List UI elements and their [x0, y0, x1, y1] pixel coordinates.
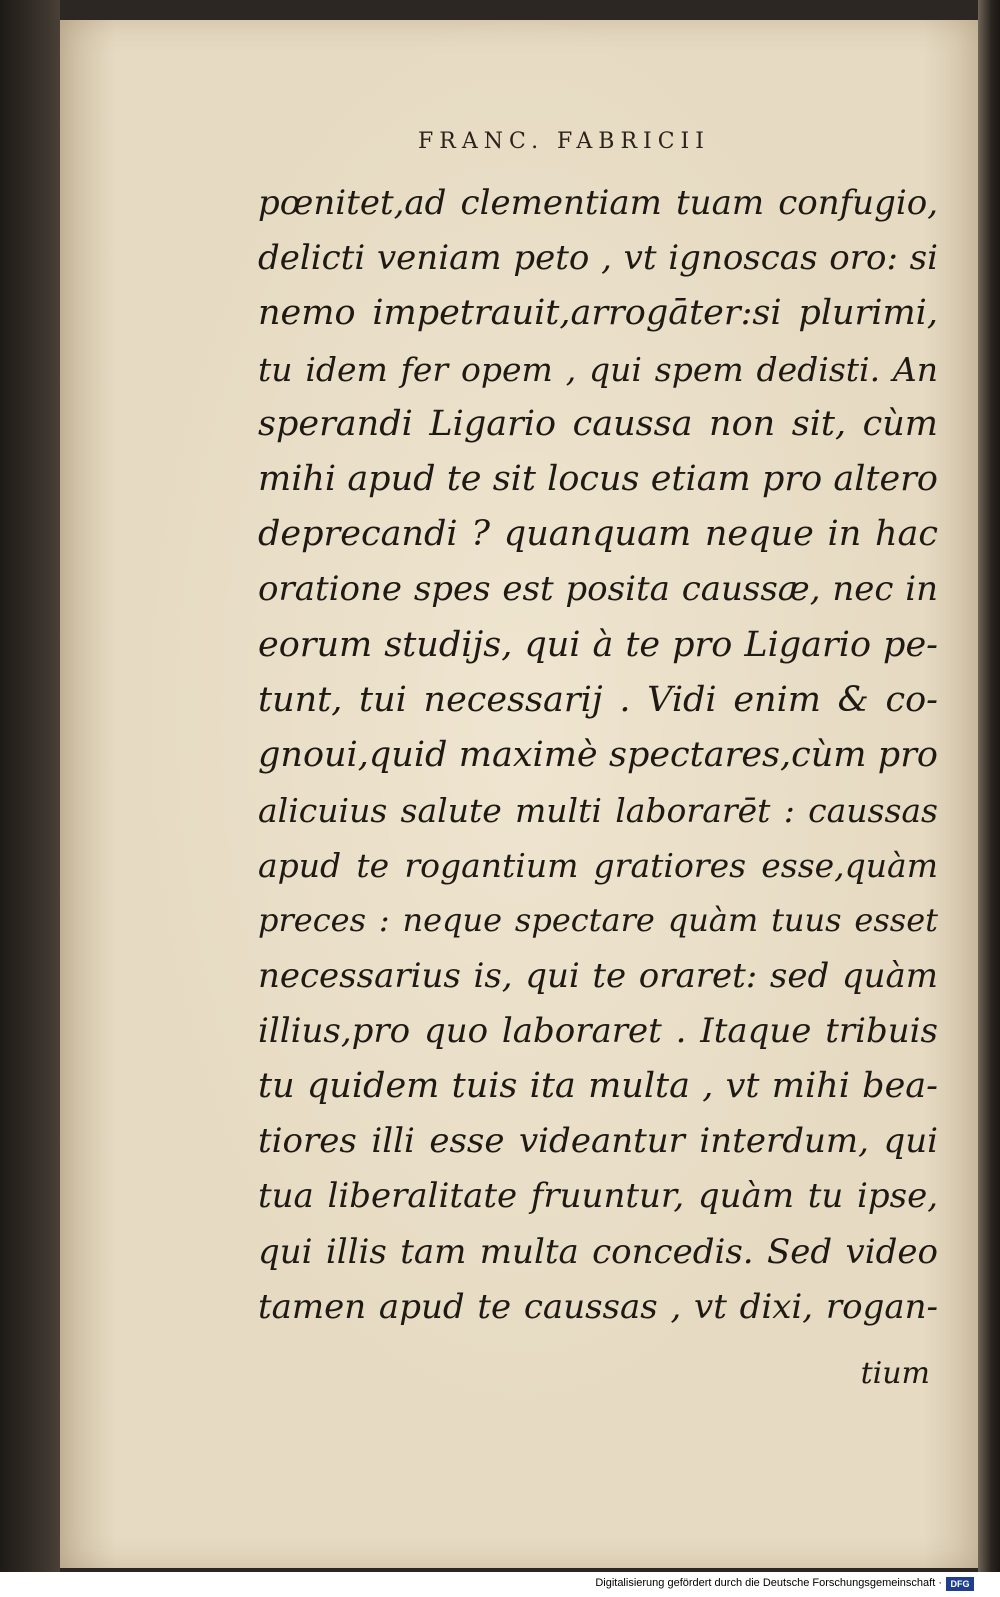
text-line: pœnitet,ad clementiam tuam confugio,: [258, 183, 938, 223]
text-line: tiores illi esse videantur interdum, qui: [258, 1121, 938, 1162]
text-line: tu quidem tuis ita multa , vt mihi bea-: [258, 1066, 938, 1106]
page-edge-strip: [978, 0, 1000, 1572]
text-line: gnoui,quid maximè spectares,cùm pro: [258, 734, 938, 775]
text-line: qui illis tam multa concedis. Sed video: [258, 1231, 938, 1272]
text-line: illius,pro quo laboraret . Itaque tribuis: [258, 1010, 938, 1051]
text-line: tunt, tui necessarij . Vidi enim & co-: [258, 679, 938, 720]
text-line: tamen apud te caussas , vt dixi, rogan-: [258, 1286, 938, 1327]
text-line: apud te rogantium gratiores esse,quàm: [258, 846, 938, 886]
text-line: alicuius salute multi laborarēt : caussas: [258, 791, 938, 831]
text-line: eorum studijs, qui à te pro Ligario pe-: [258, 624, 938, 665]
text-line: tua liberalitate fruuntur, quàm tu ipse,: [258, 1176, 938, 1217]
text-line: necessarius is, qui te oraret: sed quàm: [258, 955, 938, 996]
text-line: delicti veniam peto , vt ignoscas oro: si: [258, 238, 938, 279]
text-line: tu idem fer opem , qui spem dedisti. An: [258, 349, 938, 389]
body-text: [258, 176, 938, 1335]
text-line: deprecandi ? quanquam neque in hac: [258, 514, 938, 555]
catchword: tium: [860, 1356, 930, 1391]
funding-credit: Digitalisierung gefördert durch die Deutsche Forschungsgemeinschaft ·: [595, 1577, 942, 1589]
text-line: sperandi Ligario caussa non sit, cùm: [258, 403, 938, 444]
text-line: preces : neque spectare quàm tuus esset: [258, 901, 938, 940]
dfg-logo-icon: DFG: [946, 1577, 974, 1591]
text-line: oratione spes est posita caussæ, nec in: [258, 569, 938, 610]
text-line: mihi apud te sit locus etiam pro altero: [258, 458, 938, 499]
book-spine-shadow: [0, 0, 60, 1572]
running-head: FRANC. FABRICII: [418, 129, 710, 154]
text-line: nemo impetrauit,arrogāter:si plurimi,: [258, 293, 938, 334]
